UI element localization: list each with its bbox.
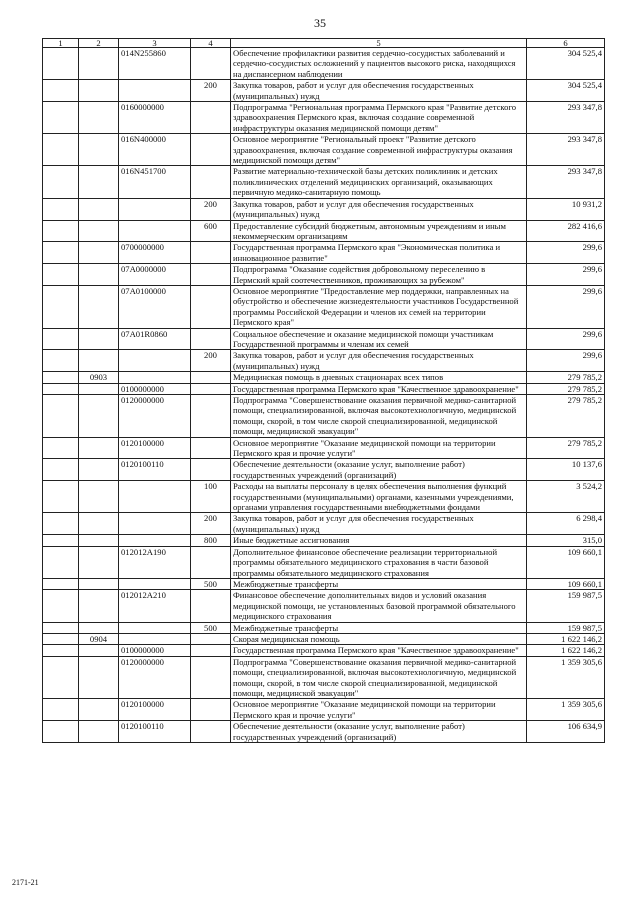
cell-col-1 xyxy=(43,645,79,656)
cell-target-article: 012012А210 xyxy=(119,590,191,622)
cell-col-1 xyxy=(43,578,79,589)
cell-name: Подпрограмма "Совершенствование оказания первичной медико-санитарной помощи, специализированной, включая высокотехнологичную, медицинской помощи, скорой, в том числе скорой специализированной, медицинской помощи, медицинской эвакуации" xyxy=(231,395,527,438)
cell-name: Закупка товаров, работ и услуг для обеспечения государственных (муниципальных) нужд xyxy=(231,513,527,535)
cell-col-1 xyxy=(43,656,79,699)
cell-amount: 279 785,2 xyxy=(527,372,605,383)
cell-section-code xyxy=(79,102,119,134)
cell-amount: 299,6 xyxy=(527,328,605,350)
table-row xyxy=(43,535,605,546)
cell-col-1 xyxy=(43,285,79,328)
cell-expense-type: 500 xyxy=(191,578,231,589)
table-row xyxy=(43,481,605,513)
cell-name: Предоставление субсидий бюджетным, автономным учреждениям и иным некоммерческим организациям xyxy=(231,220,527,242)
cell-target-article xyxy=(119,578,191,589)
cell-expense-type xyxy=(191,721,231,743)
cell-section-code: 0903 xyxy=(79,372,119,383)
cell-expense-type: 200 xyxy=(191,350,231,372)
cell-target-article xyxy=(119,198,191,220)
cell-target-article xyxy=(119,220,191,242)
cell-col-1 xyxy=(43,48,79,80)
cell-expense-type: 200 xyxy=(191,198,231,220)
cell-col-1 xyxy=(43,699,79,721)
cell-expense-type xyxy=(191,328,231,350)
cell-expense-type xyxy=(191,395,231,438)
table-row xyxy=(43,513,605,535)
cell-amount: 109 660,1 xyxy=(527,578,605,589)
cell-name: Закупка товаров, работ и услуг для обеспечения государственных (муниципальных) нужд xyxy=(231,350,527,372)
cell-col-1 xyxy=(43,220,79,242)
cell-expense-type xyxy=(191,166,231,198)
table-row xyxy=(43,198,605,220)
cell-amount: 299,6 xyxy=(527,242,605,264)
cell-target-article: 0120100110 xyxy=(119,459,191,481)
cell-amount: 304 525,4 xyxy=(527,80,605,102)
table-row xyxy=(43,578,605,589)
cell-name: Основное мероприятие "Оказание медицинской помощи на территории Пермского края и прочие услуги" xyxy=(231,437,527,459)
cell-section-code xyxy=(79,383,119,394)
cell-col-1 xyxy=(43,372,79,383)
cell-expense-type: 800 xyxy=(191,535,231,546)
cell-col-1 xyxy=(43,383,79,394)
cell-section-code xyxy=(79,264,119,286)
cell-expense-type xyxy=(191,645,231,656)
table-row xyxy=(43,633,605,644)
cell-expense-type: 600 xyxy=(191,220,231,242)
cell-amount: 159 987,5 xyxy=(527,590,605,622)
table-row xyxy=(43,372,605,383)
cell-amount: 1 359 305,6 xyxy=(527,656,605,699)
footer-code: 2171-21 xyxy=(12,878,39,887)
table-row xyxy=(43,220,605,242)
cell-amount: 282 416,6 xyxy=(527,220,605,242)
cell-name: Государственная программа Пермского края "Качественное здравоохранение" xyxy=(231,383,527,394)
cell-amount: 299,6 xyxy=(527,350,605,372)
cell-col-1 xyxy=(43,633,79,644)
cell-amount: 279 785,2 xyxy=(527,395,605,438)
table-row xyxy=(43,285,605,328)
cell-name: Социальное обеспечение и оказание медицинской помощи участникам Государственной программы и членам их семей xyxy=(231,328,527,350)
table-row xyxy=(43,699,605,721)
cell-name: Межбюджетные трансферты xyxy=(231,622,527,633)
cell-name: Иные бюджетные ассигнования xyxy=(231,535,527,546)
cell-target-article: 0100000000 xyxy=(119,645,191,656)
cell-col-1 xyxy=(43,80,79,102)
cell-target-article xyxy=(119,372,191,383)
cell-col-1 xyxy=(43,102,79,134)
cell-section-code xyxy=(79,80,119,102)
cell-expense-type xyxy=(191,264,231,286)
cell-target-article: 0120100000 xyxy=(119,437,191,459)
cell-col-1 xyxy=(43,459,79,481)
cell-target-article: 0700000000 xyxy=(119,242,191,264)
cell-amount: 279 785,2 xyxy=(527,437,605,459)
cell-section-code xyxy=(79,546,119,578)
cell-amount: 315,0 xyxy=(527,535,605,546)
cell-expense-type xyxy=(191,546,231,578)
column-header-5: 5 xyxy=(231,39,527,48)
cell-target-article: 016N451700 xyxy=(119,166,191,198)
cell-amount: 10 137,6 xyxy=(527,459,605,481)
cell-amount: 3 524,2 xyxy=(527,481,605,513)
cell-target-article: 0120000000 xyxy=(119,656,191,699)
cell-section-code xyxy=(79,166,119,198)
cell-target-article: 07А01R0860 xyxy=(119,328,191,350)
cell-expense-type xyxy=(191,48,231,80)
cell-section-code xyxy=(79,513,119,535)
cell-section-code xyxy=(79,48,119,80)
cell-expense-type: 500 xyxy=(191,622,231,633)
cell-section-code xyxy=(79,459,119,481)
table-row xyxy=(43,546,605,578)
cell-name: Подпрограмма "Совершенствование оказания первичной медико-санитарной помощи, специализированной, включая высокотехнологичную, медицинской помощи, скорой, в том числе скорой специализированной, медицинской помощи, медицинской эвакуации" xyxy=(231,656,527,699)
cell-amount: 159 987,5 xyxy=(527,622,605,633)
cell-amount: 299,6 xyxy=(527,264,605,286)
cell-target-article: 0120000000 xyxy=(119,395,191,438)
cell-expense-type xyxy=(191,242,231,264)
cell-expense-type: 200 xyxy=(191,513,231,535)
cell-name: Основное мероприятие "Оказание медицинской помощи на территории Пермского края и прочие услуги" xyxy=(231,699,527,721)
cell-amount: 1 622 146,2 xyxy=(527,645,605,656)
cell-col-1 xyxy=(43,437,79,459)
table-row xyxy=(43,437,605,459)
cell-col-1 xyxy=(43,350,79,372)
cell-target-article: 0160000000 xyxy=(119,102,191,134)
cell-col-1 xyxy=(43,481,79,513)
cell-target-article xyxy=(119,633,191,644)
column-header-4: 4 xyxy=(191,39,231,48)
cell-expense-type xyxy=(191,372,231,383)
cell-target-article xyxy=(119,80,191,102)
cell-section-code xyxy=(79,578,119,589)
cell-target-article xyxy=(119,513,191,535)
cell-name: Обеспечение деятельности (оказание услуг, выполнение работ) государственных учреждений (организаций) xyxy=(231,459,527,481)
cell-col-1 xyxy=(43,166,79,198)
cell-expense-type xyxy=(191,590,231,622)
cell-col-1 xyxy=(43,721,79,743)
cell-name: Закупка товаров, работ и услуг для обеспечения государственных (муниципальных) нужд xyxy=(231,80,527,102)
cell-target-article: 07А0000000 xyxy=(119,264,191,286)
cell-amount: 6 298,4 xyxy=(527,513,605,535)
budget-table xyxy=(42,38,605,743)
cell-name: Обеспечение профилактики развития сердечно-сосудистых заболеваний и сердечно-сосудистых осложнений у пациентов высокого риска, находящихся на диспансерном наблюдении xyxy=(231,48,527,80)
cell-section-code xyxy=(79,535,119,546)
cell-col-1 xyxy=(43,535,79,546)
cell-target-article xyxy=(119,535,191,546)
cell-amount: 279 785,2 xyxy=(527,383,605,394)
cell-amount: 1 622 146,2 xyxy=(527,633,605,644)
cell-section-code xyxy=(79,242,119,264)
cell-target-article: 012012А190 xyxy=(119,546,191,578)
cell-amount: 10 931,2 xyxy=(527,198,605,220)
cell-section-code xyxy=(79,395,119,438)
cell-col-1 xyxy=(43,546,79,578)
cell-name: Медицинская помощь в дневных стационарах всех типов xyxy=(231,372,527,383)
cell-target-article xyxy=(119,622,191,633)
cell-col-1 xyxy=(43,395,79,438)
table-row xyxy=(43,622,605,633)
table-row xyxy=(43,134,605,166)
cell-name: Дополнительное финансовое обеспечение реализации территориальной программы обязательного медицинского страхования в части базовой программы обязательного медицинского страхования xyxy=(231,546,527,578)
cell-name: Подпрограмма "Региональная программа Пермского края "Развитие детского здравоохранения Пермского края, включая создание современной инфраструктуры оказания медицинской помощи детям" xyxy=(231,102,527,134)
cell-target-article: 07А0100000 xyxy=(119,285,191,328)
cell-amount: 299,6 xyxy=(527,285,605,328)
table-header-row xyxy=(43,39,605,48)
column-header-3: 3 xyxy=(119,39,191,48)
cell-name: Финансовое обеспечение дополнительных видов и условий оказания медицинской помощи, не установленных базовой программой обязательного медицинского страхования xyxy=(231,590,527,622)
cell-amount: 293 347,8 xyxy=(527,102,605,134)
cell-section-code xyxy=(79,285,119,328)
cell-target-article: 014N255860 xyxy=(119,48,191,80)
cell-expense-type xyxy=(191,383,231,394)
cell-expense-type xyxy=(191,285,231,328)
cell-col-1 xyxy=(43,622,79,633)
cell-section-code: 0904 xyxy=(79,633,119,644)
column-header-1: 1 xyxy=(43,39,79,48)
cell-name: Обеспечение деятельности (оказание услуг, выполнение работ) государственных учреждений (организаций) xyxy=(231,721,527,743)
cell-expense-type xyxy=(191,102,231,134)
table-row xyxy=(43,264,605,286)
table-row xyxy=(43,645,605,656)
cell-section-code xyxy=(79,350,119,372)
cell-target-article: 0100000000 xyxy=(119,383,191,394)
cell-amount: 293 347,8 xyxy=(527,166,605,198)
cell-section-code xyxy=(79,481,119,513)
cell-name: Государственная программа Пермского края "Качественное здравоохранение" xyxy=(231,645,527,656)
table-row xyxy=(43,80,605,102)
cell-expense-type xyxy=(191,437,231,459)
cell-amount: 106 634,9 xyxy=(527,721,605,743)
cell-expense-type xyxy=(191,134,231,166)
table-row xyxy=(43,590,605,622)
cell-name: Расходы на выплаты персоналу в целях обеспечения выполнения функций государственными (муниципальными) органами, казенными учреждениями, органами управления государственными внебюджетными фондами xyxy=(231,481,527,513)
cell-section-code xyxy=(79,328,119,350)
page-number: 35 xyxy=(314,16,326,30)
column-header-6: 6 xyxy=(527,39,605,48)
table-row xyxy=(43,350,605,372)
cell-target-article: 016N400000 xyxy=(119,134,191,166)
cell-section-code xyxy=(79,699,119,721)
cell-section-code xyxy=(79,622,119,633)
cell-col-1 xyxy=(43,134,79,166)
table-row xyxy=(43,102,605,134)
cell-section-code xyxy=(79,437,119,459)
cell-expense-type: 200 xyxy=(191,80,231,102)
table-row xyxy=(43,656,605,699)
cell-name: Подпрограмма "Оказание содействия добровольному переселению в Пермский край соотечественников, проживающих за рубежом" xyxy=(231,264,527,286)
cell-col-1 xyxy=(43,513,79,535)
cell-name: Развитие материально-технической базы детских поликлиник и детских поликлинических отделений медицинских организаций, оказывающих первичную медико-санитарную помощь xyxy=(231,166,527,198)
cell-expense-type xyxy=(191,459,231,481)
cell-expense-type xyxy=(191,656,231,699)
cell-amount: 304 525,4 xyxy=(527,48,605,80)
cell-amount: 109 660,1 xyxy=(527,546,605,578)
table-row xyxy=(43,459,605,481)
cell-section-code xyxy=(79,721,119,743)
cell-target-article: 0120100000 xyxy=(119,699,191,721)
cell-section-code xyxy=(79,590,119,622)
cell-amount: 1 359 305,6 xyxy=(527,699,605,721)
cell-name: Государственная программа Пермского края "Экономическая политика и инновационное развитие" xyxy=(231,242,527,264)
table-row xyxy=(43,721,605,743)
cell-amount: 293 347,8 xyxy=(527,134,605,166)
cell-name: Скорая медицинская помощь xyxy=(231,633,527,644)
table-row xyxy=(43,383,605,394)
cell-col-1 xyxy=(43,264,79,286)
cell-target-article xyxy=(119,481,191,513)
cell-name: Основное мероприятие "Предоставление мер поддержки, направленных на обустройство и обеспечение жизнедеятельности участников Государственной программы Российской Федерации и членов их семей на территории Пермского края" xyxy=(231,285,527,328)
cell-col-1 xyxy=(43,242,79,264)
cell-target-article: 0120100110 xyxy=(119,721,191,743)
cell-section-code xyxy=(79,198,119,220)
cell-name: Основное мероприятие "Региональный проект "Развитие детского здравоохранения, включая создание современной инфраструктуры оказания медицинской помощи детям" xyxy=(231,134,527,166)
cell-target-article xyxy=(119,350,191,372)
table-row xyxy=(43,242,605,264)
cell-col-1 xyxy=(43,198,79,220)
cell-col-1 xyxy=(43,328,79,350)
cell-section-code xyxy=(79,220,119,242)
cell-expense-type: 100 xyxy=(191,481,231,513)
cell-section-code xyxy=(79,656,119,699)
table-row xyxy=(43,328,605,350)
cell-expense-type xyxy=(191,699,231,721)
cell-expense-type xyxy=(191,633,231,644)
cell-name: Закупка товаров, работ и услуг для обеспечения государственных (муниципальных) нужд xyxy=(231,198,527,220)
cell-name: Межбюджетные трансферты xyxy=(231,578,527,589)
cell-section-code xyxy=(79,645,119,656)
cell-col-1 xyxy=(43,590,79,622)
table-row xyxy=(43,395,605,438)
cell-section-code xyxy=(79,134,119,166)
table-row xyxy=(43,48,605,80)
table-row xyxy=(43,166,605,198)
table-body xyxy=(43,48,605,743)
column-header-2: 2 xyxy=(79,39,119,48)
